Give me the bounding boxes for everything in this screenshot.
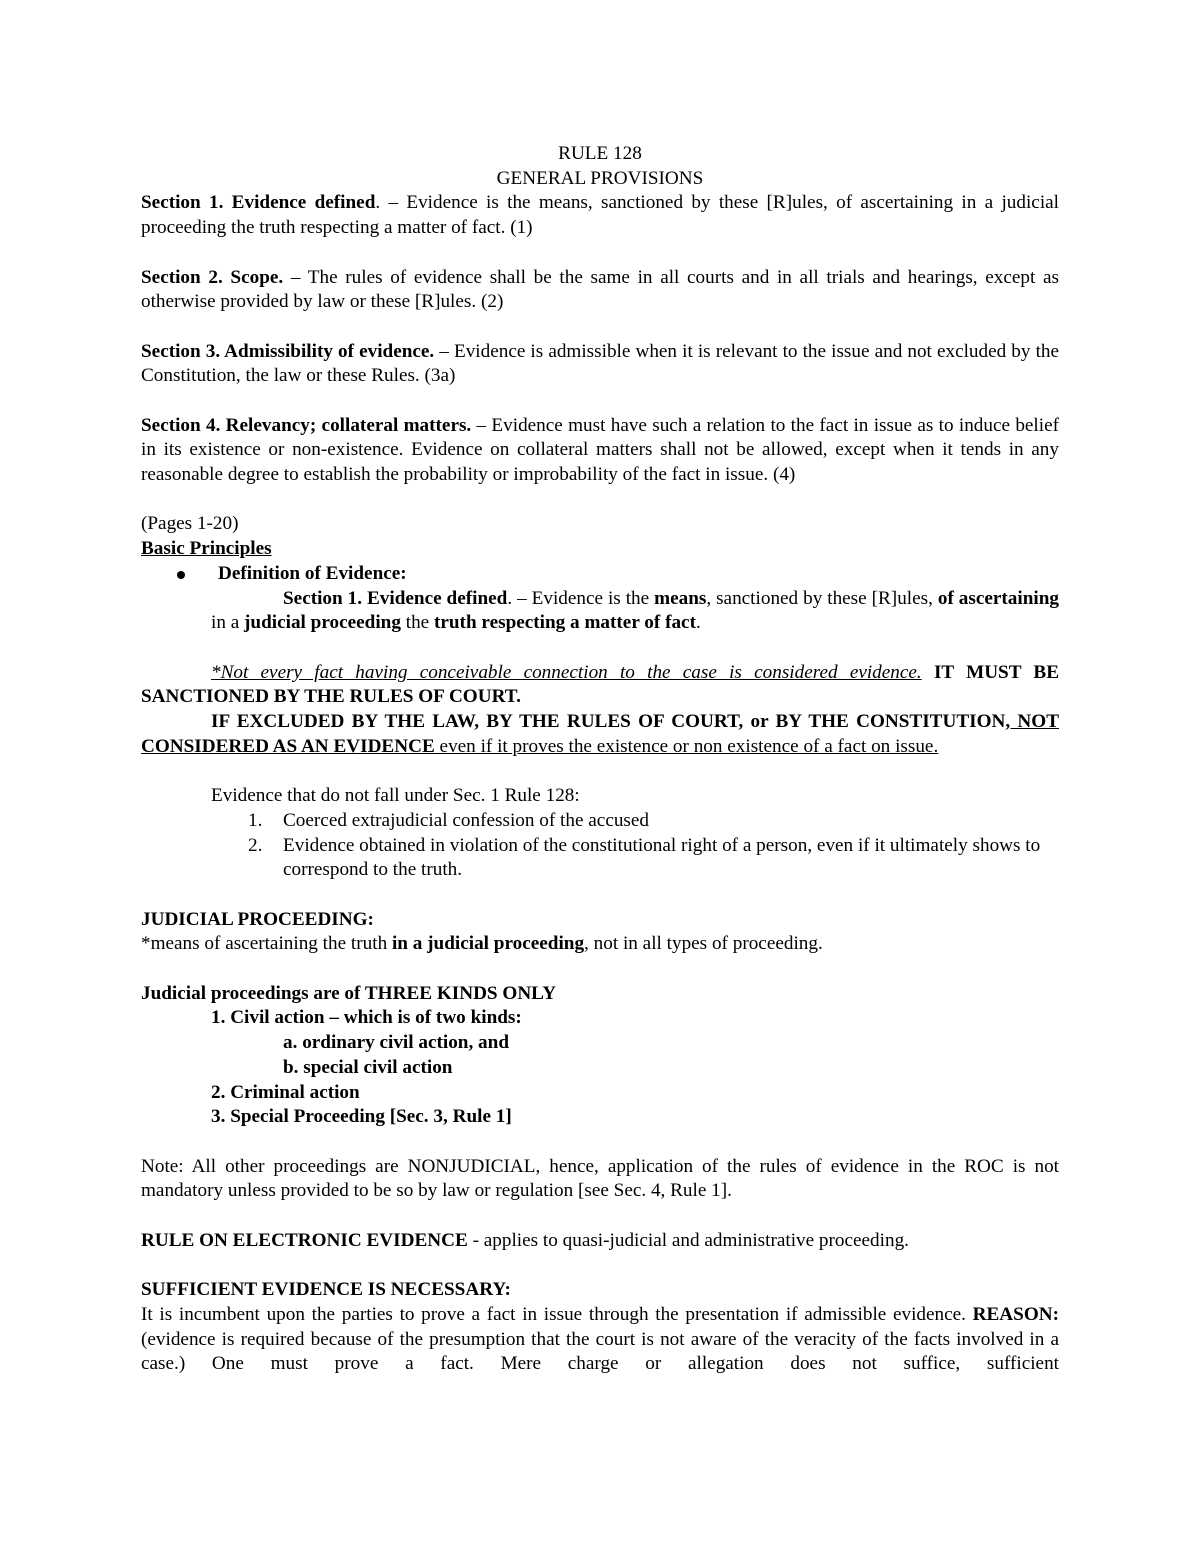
section-1-title: Section 1. Evidence defined — [141, 192, 376, 214]
bullet-icon — [177, 571, 185, 579]
section-4-title: Section 4. Relevancy; collateral matters. — [141, 414, 472, 436]
three-kinds-heading: Judicial proceedings are of THREE KINDS ONLY — [141, 982, 557, 1004]
nonjudicial-note: Note: All other proceedings are NONJUDICIAL, hence, application of the rules of evidence in the ROC is not mandatory unless provided to be so by law or regulation [see Sec. 4, Rule 1]. — [141, 1155, 1059, 1202]
sufficient-text: It is incumbent upon the parties to prove a fact in issue through the presentation if admissible evidence. REASON: (evidence is required because of the presumption that the court is not aware of the veracity of the facts involved in a case.) One must prove a fact. Mere charge or allegation does not suffice, sufficient — [141, 1303, 1059, 1375]
section-4 — [141, 414, 1059, 488]
definition-quote: Section 1. Evidence defined. – Evidence is the means, sanctioned by these [R]ules, of ascertaining in a judicial proceeding the truth respecting a matter of fact. — [211, 587, 1059, 634]
section-3 — [141, 340, 1059, 389]
judicial-proceeding-heading: JUDICIAL PROCEEDING: — [141, 908, 374, 930]
not-fall-item-2: 2. Evidence obtained in violation of the constitutional right of a person, even if it ultimately shows to correspond to the truth. — [248, 834, 1041, 881]
section-1 — [141, 191, 1059, 240]
special-proceeding: 3. Special Proceeding [Sec. 3, Rule 1] — [211, 1106, 512, 1128]
not-fall-heading: Evidence that do not fall under Sec. 1 Rule 128: — [211, 785, 580, 807]
if-excluded: IF EXCLUDED BY THE LAW, BY THE RULES OF COURT, or BY THE CONSTITUTION, NOT CONSIDERED AS AN EVIDENCE even if it proves the existence or non existence of a fact on issue. — [141, 711, 1059, 757]
ordinary-civil-action: a. ordinary civil action, and — [283, 1032, 509, 1054]
sufficient-heading: SUFFICIENT EVIDENCE IS NECESSARY: — [141, 1279, 511, 1301]
section-3-title: Section 3. Admissibility of evidence. — [141, 340, 435, 362]
not-fall-item-1: 1. Coerced extrajudicial confession of the accused — [248, 809, 650, 831]
definition-bullet — [141, 562, 1059, 587]
section-3-text: – Evidence is admissible when it is relevant to the issue and not excluded by the Constitution, the law or these Rules. (3a) — [141, 340, 1060, 387]
not-every-fact: *Not every fact having conceivable connection to the case is considered evidence. IT MUST BE SANCTIONED BY THE RULES OF COURT. — [141, 661, 1059, 708]
document-page — [141, 142, 1059, 1377]
rule-subtitle: GENERAL PROVISIONS — [496, 167, 704, 189]
special-civil-action: b. special civil action — [283, 1056, 453, 1078]
section-4-text: – Evidence must have such a relation to the fact in issue as to induce belief in its existence or non-existence. Evidence on collateral matters shall not be allowed, except when it tends in any reasonable degree to establish the probability or improbability of the fact in issue. (4) — [141, 414, 1059, 486]
rule-number: RULE 128 — [558, 143, 642, 164]
section-2-title: Section 2. Scope. — [141, 266, 284, 288]
section-2 — [141, 266, 1059, 315]
section-1-text: . – Evidence is the means, sanctioned by these [R]ules, of ascertaining in a judicial proceeding the truth respecting a matter of fact. (1) — [141, 192, 1059, 239]
electronic-evidence: RULE ON ELECTRONIC EVIDENCE - applies to quasi-judicial and administrative proceeding. — [141, 1229, 909, 1251]
section-2-text: – The rules of evidence shall be the same in all courts and in all trials and hearings, except as otherwise provided by law or these [R]ules. (2) — [141, 266, 1059, 313]
definition-bullet-label: Definition of Evidence: — [218, 562, 407, 584]
civil-action: 1. Civil action – which is of two kinds: — [211, 1007, 522, 1029]
pages-note: (Pages 1-20) — [141, 513, 239, 535]
basic-principles-heading: Basic Principles — [141, 538, 272, 560]
judicial-proceeding-text: *means of ascertaining the truth in a judicial proceeding, not in all types of proceeding. — [141, 933, 823, 955]
criminal-action: 2. Criminal action — [211, 1081, 360, 1103]
